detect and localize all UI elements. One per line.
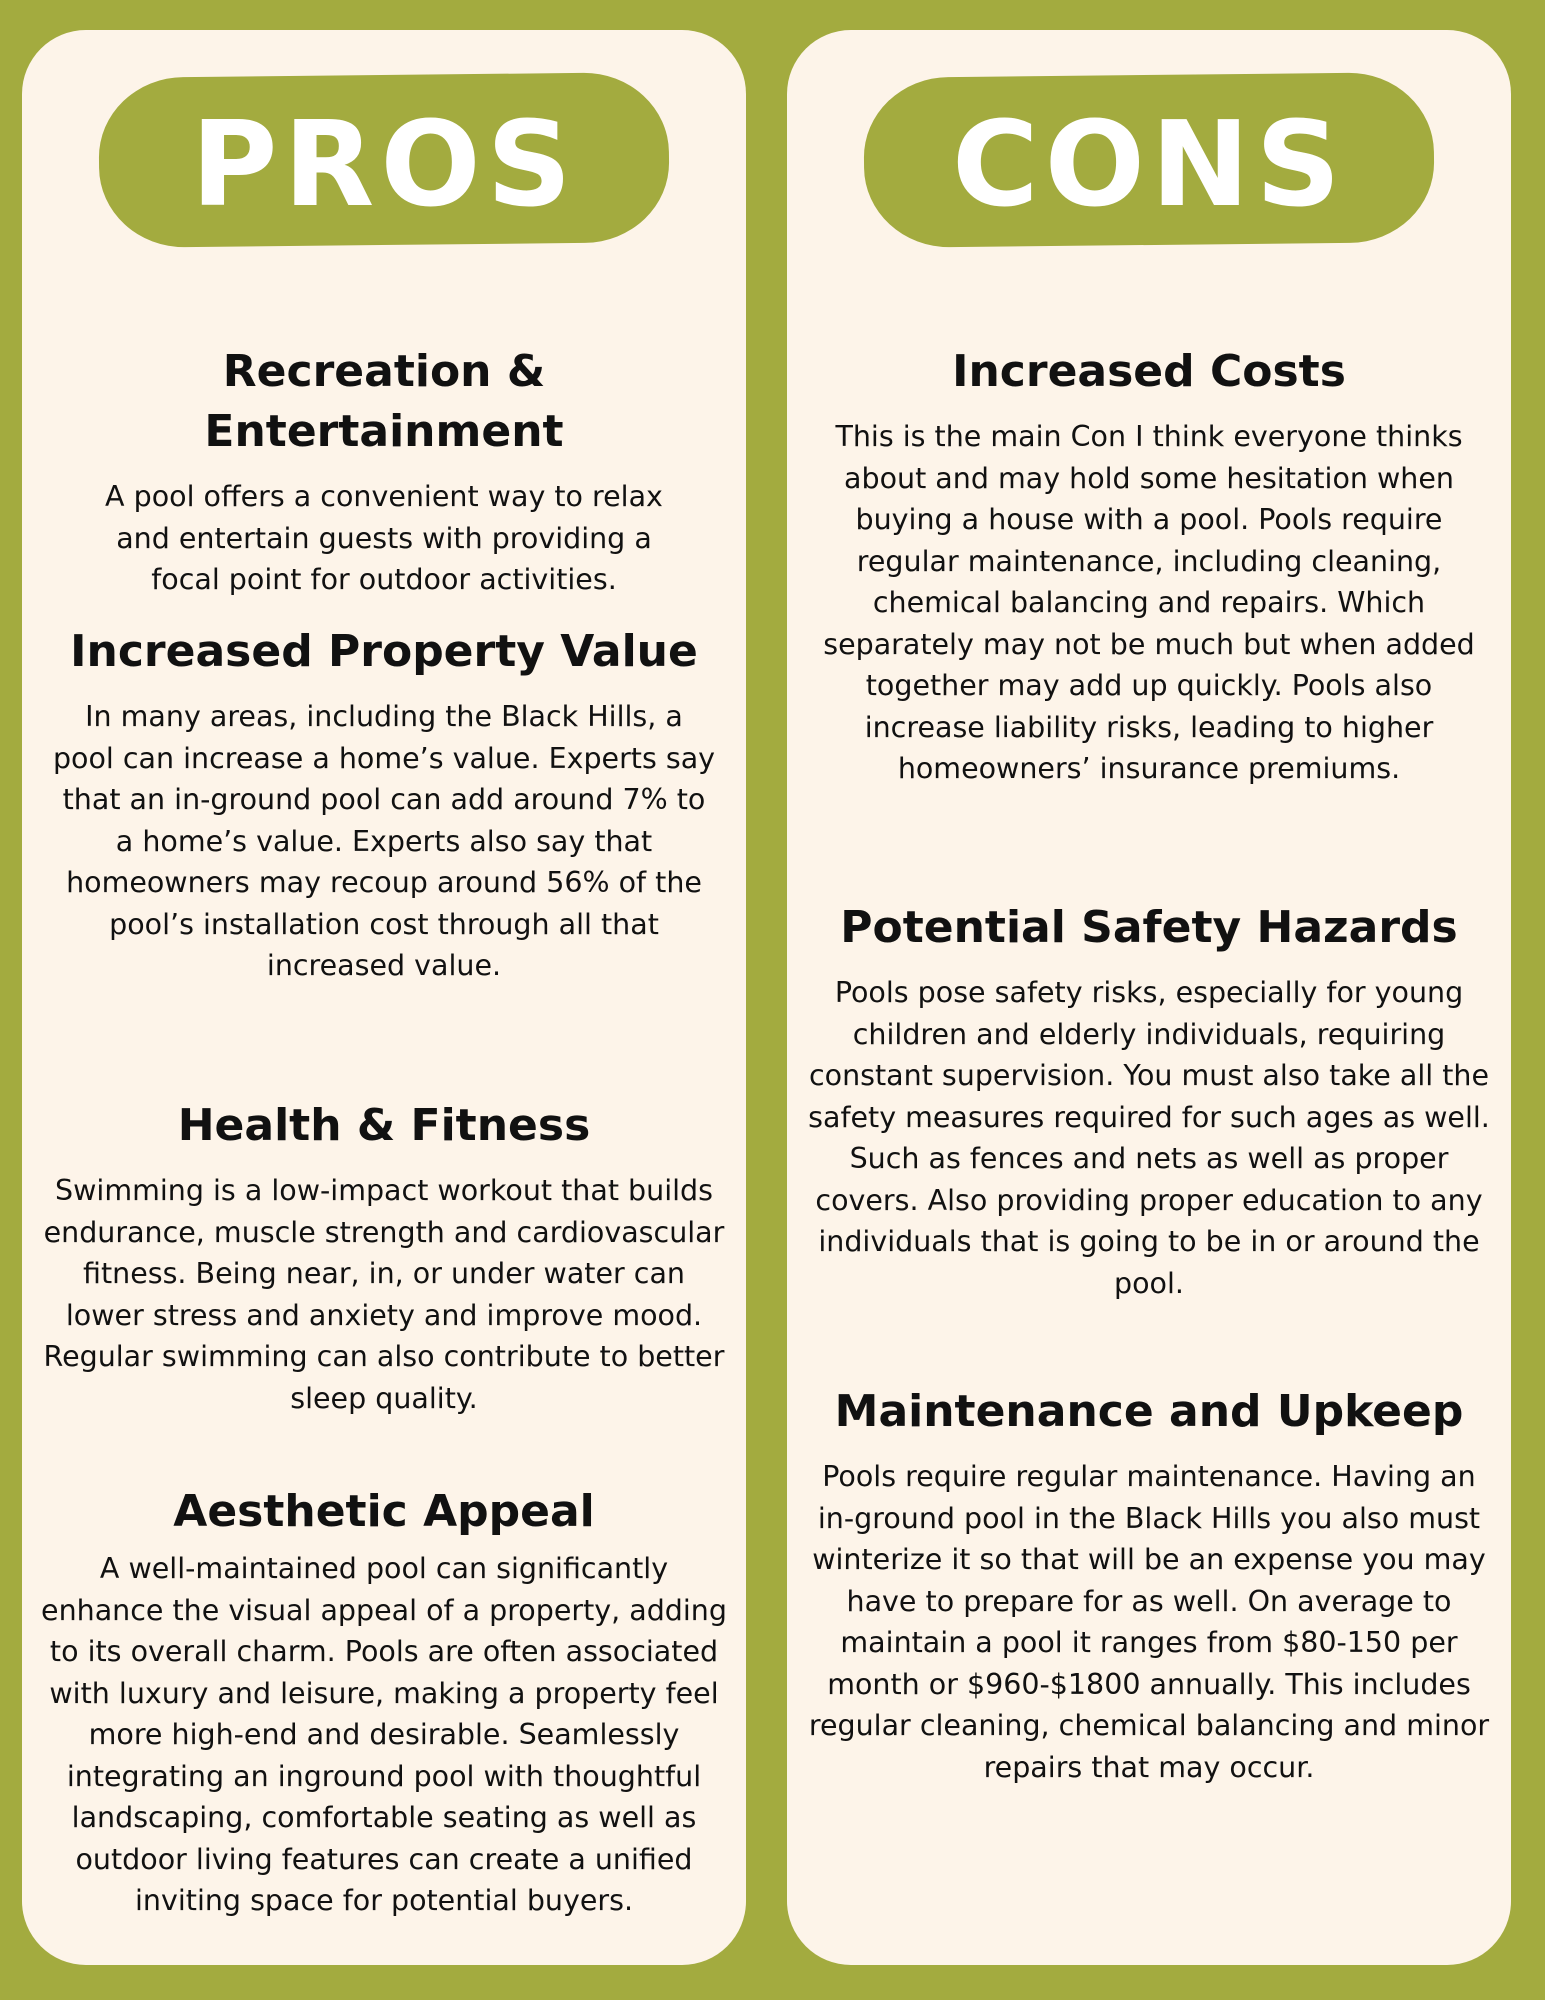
- cons-section-maintenance-upkeep: [787, 1382, 1511, 1788]
- cons-section-safety-hazards: [787, 898, 1511, 1304]
- section-title: Increased Costs: [952, 346, 1346, 397]
- section-title: Recreation & Entertainment: [204, 346, 564, 457]
- section-body: Pools require regular maintenance. Having an in-ground pool in the Black Hills you also must winterize it so that will be an expense you may have to prepare for as well. On average to maintain a pool it ranges from $80-150 per month or $960-$1800 annually. This includes regular cleaning, chemical balancing and minor repairs that may occur.: [808, 1460, 1490, 1784]
- cons-section-increased-costs: [787, 342, 1511, 790]
- pros-header-title: PROS: [190, 95, 578, 233]
- cons-header-badge: [863, 72, 1435, 248]
- pros-section-aesthetic-appeal: [22, 1482, 746, 1922]
- section-title: Health & Fitness: [177, 1100, 591, 1151]
- section-title: Increased Property Value: [70, 626, 698, 677]
- cons-panel: [787, 30, 1511, 1965]
- pros-section-property-value: [22, 622, 746, 987]
- section-body: In many areas, including the Black Hills, a pool can increase a home’s value. Experts say that an in-ground pool can add around 7% to a home’s value. Experts also say that homeowners may recoup around 56% of the pool’s installation cost through all that increased value.: [52, 700, 716, 982]
- section-body: Pools pose safety risks, especially for young children and elderly individuals, requiring constant supervision. You must also take all the safety measures required for such ages as well. Such as fences and nets as well as proper covers. Also providing proper education to any individuals that is going to be in or around the pool.: [808, 976, 1490, 1300]
- section-body: This is the main Con I think everyone thinks about and may hold some hesitation when buying a house with a pool. Pools require regular maintenance, including cleaning, chemical balancing and repairs. Which separately may not be much but when added together may add up quickly. Pools also increase liability risks, leading to higher homeowners’ insurance premiums.: [823, 420, 1475, 785]
- section-title: Maintenance and Upkeep: [834, 1386, 1464, 1437]
- pros-header-badge: [98, 72, 670, 248]
- cons-header-title: CONS: [951, 95, 1347, 233]
- section-body: A well-maintained pool can significantly enhance the visual appeal of a property, adding to its overall charm. Pools are often associated with luxury and leisure, making a property feel more high-end and desirable. Seamlessly integrating an inground pool with thoughtful landscaping, comfortable seating as well as outdoor living features can create a unified inviting space for potential buyers.: [41, 1552, 727, 1917]
- pros-panel: [22, 30, 746, 1965]
- pros-section-health-fitness: [22, 1096, 746, 1419]
- pros-section-recreation: [22, 342, 746, 601]
- section-body: A pool offers a convenient way to relax and entertain guests with providing a focal point for outdoor activities.: [105, 480, 663, 596]
- section-body: Swimming is a low-impact workout that builds endurance, muscle strength and cardiovascular fitness. Being near, in, or under water can lower stress and anxiety and improve mood. Regular swimming can also contribute to better sleep quality.: [43, 1174, 725, 1415]
- section-title: Aesthetic Appeal: [173, 1486, 595, 1537]
- section-title: Potential Safety Hazards: [840, 902, 1458, 953]
